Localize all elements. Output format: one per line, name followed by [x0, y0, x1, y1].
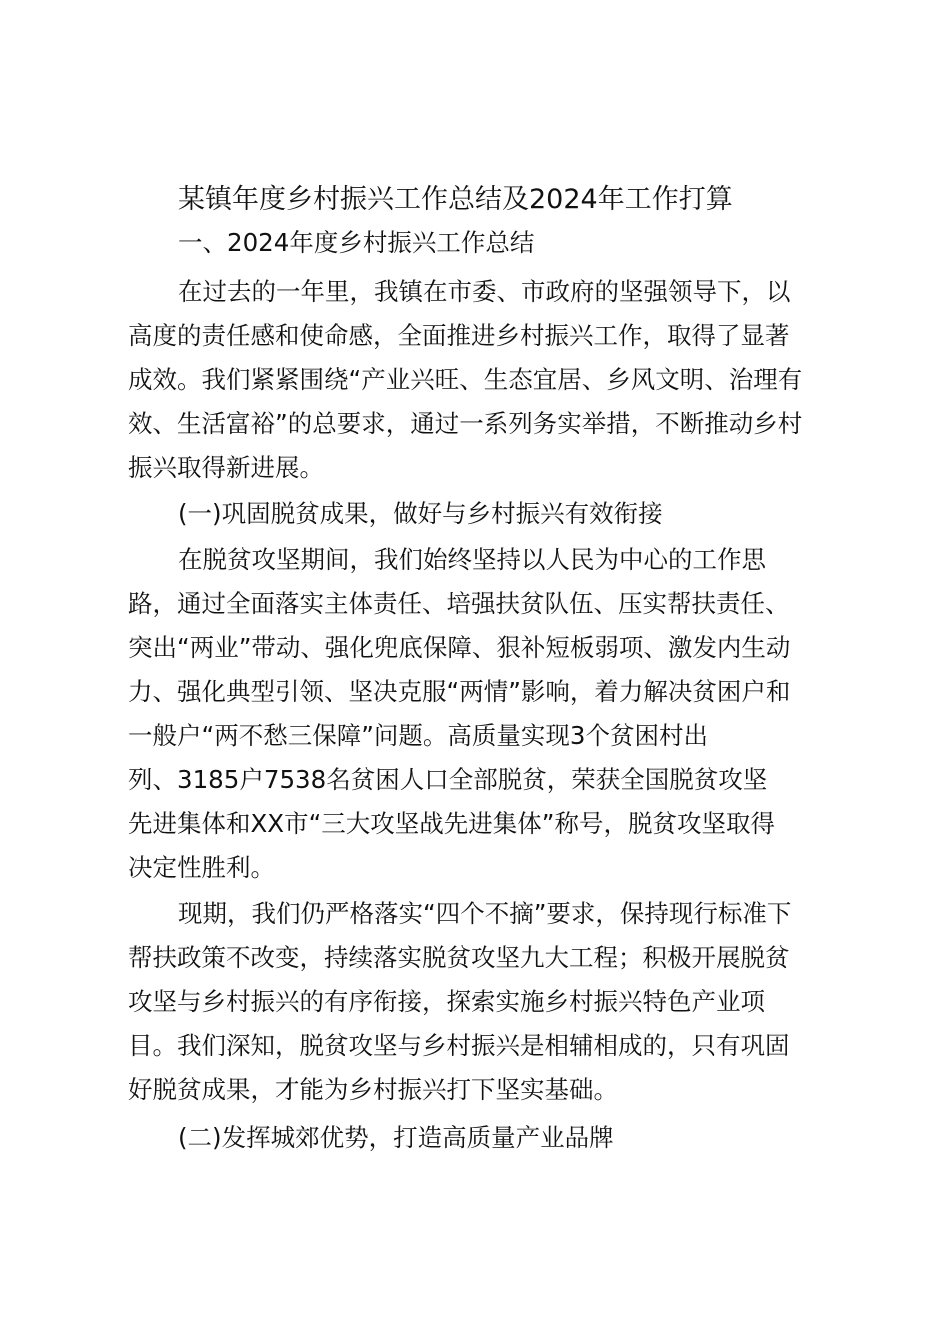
paragraph-line: 振兴取得新进展。	[128, 453, 324, 482]
paragraph-line: 攻坚与乡村振兴的有序衔接，探索实施乡村振兴特色产业项	[128, 987, 765, 1016]
paragraph-line: 列、3185户7538名贫困人口全部脱贫，荣获全国脱贫攻坚	[128, 765, 768, 794]
paragraph-line: 效、生活富裕”的总要求，通过一系列务实举措，不断推动乡村	[128, 409, 803, 438]
paragraph-line: 现期，我们仍严格落实“四个不摘”要求，保持现行标准下	[178, 899, 792, 928]
paragraph-line: 一般户“两不愁三保障”问题。高质量实现3个贫困村出	[128, 721, 708, 750]
subsection-heading: (一)巩固脱贫成果，做好与乡村振兴有效衔接	[178, 499, 663, 528]
paragraph-line: 在脱贫攻坚期间，我们始终坚持以人民为中心的工作思	[178, 545, 766, 574]
paragraph-line: 突出“两业”带动、强化兜底保障、狠补短板弱项、激发内生动	[128, 633, 791, 662]
paragraph-line: 成效。我们紧紧围绕“产业兴旺、生态宜居、乡风文明、治理有	[128, 365, 803, 394]
paragraph-line: 好脱贫成果，才能为乡村振兴打下坚实基础。	[128, 1075, 618, 1104]
paragraph-line: 在过去的一年里，我镇在市委、市政府的坚强领导下，以	[178, 277, 791, 306]
paragraph-line: 先进集体和XX市“三大攻坚战先进集体”称号，脱贫攻坚取得	[128, 809, 775, 838]
paragraph-line: 力、强化典型引领、坚决克服“两情”影响，着力解决贫困户和	[128, 677, 791, 706]
document-title: 某镇年度乡村振兴工作总结及2024年工作打算	[178, 184, 733, 215]
paragraph-line: 决定性胜利。	[128, 853, 275, 882]
paragraph-line: 高度的责任感和使命感，全面推进乡村振兴工作，取得了显著	[128, 321, 790, 350]
paragraph-line: 目。我们深知，脱贫攻坚与乡村振兴是相辅相成的，只有巩固	[128, 1031, 790, 1060]
paragraph-line: 帮扶政策不改变，持续落实脱贫攻坚九大工程；积极开展脱贫	[128, 943, 790, 972]
paragraph-line: 路，通过全面落实主体责任、培强扶贫队伍、压实帮扶责任、	[128, 589, 790, 618]
subsection-heading: (二)发挥城郊优势，打造高质量产业品牌	[178, 1123, 614, 1152]
section-heading: 一、2024年度乡村振兴工作总结	[178, 228, 535, 257]
